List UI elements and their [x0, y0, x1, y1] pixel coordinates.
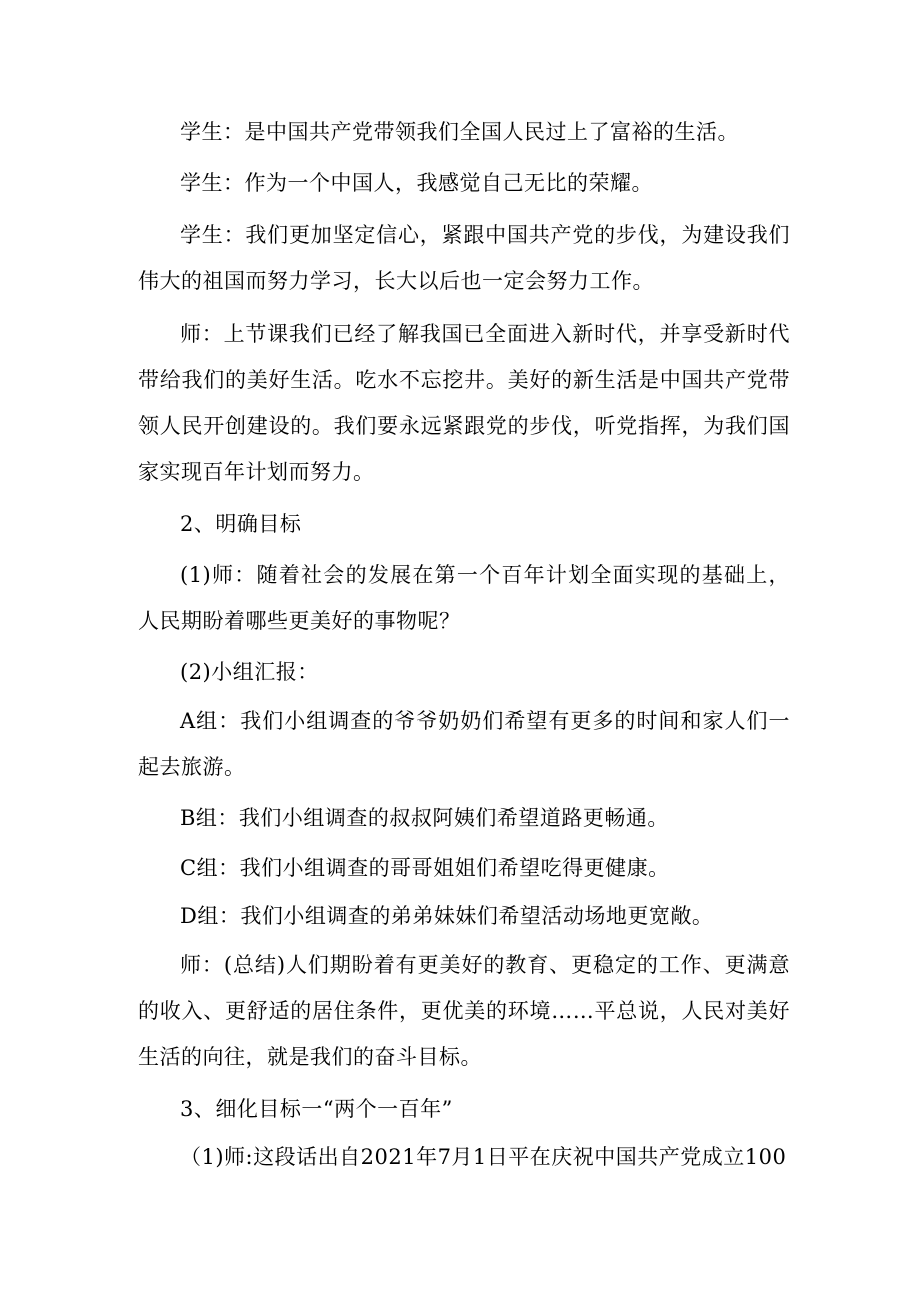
paragraph-group-a: A组：我们小组调查的爷爷奶奶们希望有更多的时间和家人们一起去旅游。 [138, 709, 790, 779]
paragraph-group-report: (2)小组汇报： [180, 660, 319, 684]
paragraph-group-b: B组：我们小组调查的叔叔阿姨们希望道路更畅通。 [180, 806, 669, 830]
paragraph-teacher-quote: （1)师:这段话出自2021年7月1日平在庆祝中国共产党成立100 [180, 1145, 787, 1169]
paragraph-student-2: 学生：作为一个中国人，我感觉自己无比的荣耀。 [180, 171, 653, 195]
paragraph-group-c: C组：我们小组调查的哥哥姐姐们希望吃得更健康。 [180, 856, 670, 880]
paragraph-student-3: 学生：我们更加坚定信心，紧跟中国共产党的步伐，为建设我们伟大的祖国而努力学习，长大以后也一定会努力工作。 [138, 223, 790, 293]
paragraph-teacher-question: (1)师：随着社会的发展在第一个百年计划全面实现的基础上，人民期盼着哪些更美好的事物呢？ [138, 563, 790, 633]
paragraph-teacher-review: 师：上节课我们已经了解我国已全面进入新时代，并享受新时代带给我们的美好生活。吃水不忘挖井。美好的新生活是中国共产党带领人民开创建设的。我们要永远紧跟党的步伐，听党指挥，为我们国家实现百年计划而努力。 [138, 322, 790, 484]
paragraph-student-1: 学生：是中国共产党带领我们全国人民过上了富裕的生活。 [180, 120, 739, 144]
section-heading-3: 3、细化目标一“两个一百年” [180, 1097, 453, 1121]
paragraph-teacher-summary: 师：(总结)人们期盼着有更美好的教育、更稳定的工作、更满意的收入、更舒适的居住条件，更优美的环境……平总说，人民对美好生活的向往，就是我们的奋斗目标。 [138, 953, 790, 1069]
paragraph-group-d: D组：我们小组调查的弟弟妹妹们希望活动场地更宽敞。 [180, 904, 714, 928]
section-heading-2: 2、明确目标 [180, 512, 302, 536]
